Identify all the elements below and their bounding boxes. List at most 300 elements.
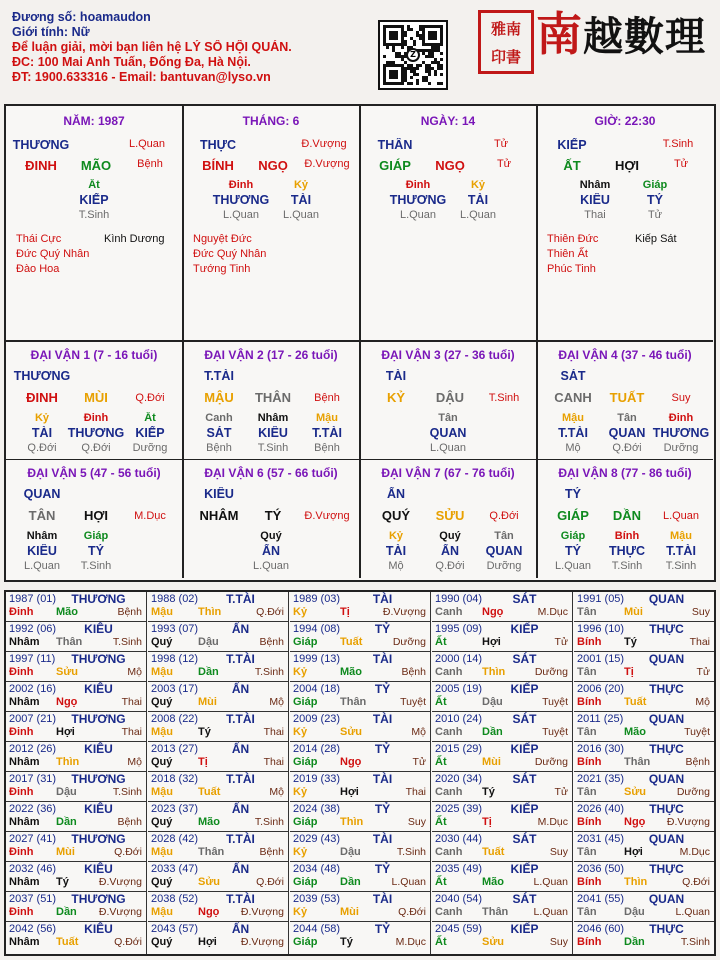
qr-module	[425, 64, 428, 67]
year-star: SÁT	[512, 892, 537, 906]
dai-van-hidden-star: KIÊU	[27, 544, 57, 558]
qr-module	[419, 37, 422, 40]
year-can: Giáp	[293, 756, 318, 768]
dai-van-hidden-star: THỰC	[608, 544, 646, 558]
year-star: THỰC	[649, 682, 684, 696]
year-label: 2024 (38)	[293, 803, 341, 815]
year-star: TỶ	[374, 742, 391, 756]
year-chi: Thìn	[340, 816, 364, 828]
year-can: Kỷ	[293, 606, 308, 618]
year-stage: M.Dục	[679, 846, 710, 858]
qr-module	[428, 55, 431, 58]
year-can: Đinh	[9, 666, 34, 678]
qr-module	[407, 25, 410, 28]
year-can: Quý	[151, 816, 173, 828]
qr-module	[440, 73, 443, 76]
qr-module	[434, 58, 437, 61]
year-chi: Thân	[482, 906, 509, 918]
year-stage: Mộ	[695, 696, 710, 708]
year-label: 2027 (41)	[9, 833, 57, 845]
year-stage: Thai	[263, 756, 284, 768]
qr-module	[410, 70, 413, 73]
qr-module	[431, 55, 434, 58]
year-star: KIÊU	[84, 922, 113, 936]
year-label: 2019 (33)	[293, 773, 341, 785]
year-label: 2029 (43)	[293, 833, 341, 845]
dai-van-hidden-star: THƯƠNG	[652, 426, 710, 440]
hidden-star: TÀI	[290, 193, 312, 207]
year-cell	[290, 592, 431, 622]
year-cell	[148, 802, 289, 832]
pillar-chi: NGỌ	[435, 158, 465, 173]
year-can: Quý	[151, 696, 173, 708]
pillar-column	[6, 106, 184, 342]
year-cell	[574, 832, 714, 862]
qr-module	[416, 82, 419, 85]
year-label: 1999 (13)	[293, 653, 341, 665]
qr-module	[440, 58, 443, 61]
dai-van-hidden-sub: T.Sinh	[611, 560, 643, 572]
year-stage: Đ.Vượng	[240, 936, 284, 948]
year-stage: Suy	[407, 816, 426, 828]
year-star: ẤN	[231, 922, 250, 936]
hidden-star: KIẾP	[79, 193, 109, 207]
year-chi: Tý	[340, 936, 353, 948]
year-star: THƯƠNG	[71, 832, 126, 846]
qr-module	[404, 73, 407, 76]
year-label: 2020 (34)	[435, 773, 483, 785]
qr-module	[410, 37, 413, 40]
year-cell	[6, 592, 147, 622]
year-label: 2038 (52)	[151, 893, 199, 905]
year-star: ẤN	[231, 622, 250, 636]
dai-van-cell	[6, 460, 184, 578]
year-label: 2030 (44)	[435, 833, 483, 845]
year-star: TỶ	[374, 802, 391, 816]
dai-van-chi: MÙI	[84, 390, 108, 405]
year-chi: Thân	[340, 696, 367, 708]
dai-van-can: CANH	[554, 390, 592, 405]
than-sat-item: Thái Cực	[16, 233, 62, 245]
than-sat-item: Đào Hoa	[16, 263, 60, 275]
qr-module	[431, 52, 434, 55]
seal-line-1: 雅南	[490, 20, 521, 38]
year-can: Mậu	[151, 906, 173, 918]
year-cell	[574, 622, 714, 652]
year-cell	[432, 772, 573, 802]
than-sat-item: Thiên Đức	[547, 233, 599, 245]
year-stage: Bệnh	[685, 756, 710, 768]
year-label: 1987 (01)	[9, 593, 57, 605]
pillar-star-right: L.Quan	[128, 138, 166, 150]
qr-module	[395, 52, 398, 55]
year-chi: Dậu	[198, 636, 219, 648]
dai-van-hidden-sub: Mộ	[388, 560, 404, 572]
hidden-sub: L.Quan	[399, 209, 437, 221]
year-chi: Dần	[198, 666, 219, 678]
year-chi: Dần	[56, 816, 77, 828]
qr-module	[398, 52, 401, 55]
year-can: Nhâm	[9, 876, 40, 888]
year-star: T.TÀI	[226, 712, 255, 726]
year-can: Ất	[435, 816, 447, 828]
qr-module	[404, 43, 407, 46]
year-chi: Tý	[56, 876, 69, 888]
dai-van-hidden-can: Kỷ	[34, 412, 50, 424]
year-star: T.TÀI	[226, 832, 255, 846]
dai-van-hidden-star: SÁT	[206, 426, 232, 440]
year-stage: Đ.Vượng	[98, 906, 142, 918]
year-can: Nhâm	[9, 756, 40, 768]
dai-van-star: TÀI	[385, 369, 407, 383]
year-chi: Mùi	[340, 906, 359, 918]
dai-van-hidden-star: ẤN	[440, 544, 460, 558]
year-can: Tân	[577, 606, 597, 618]
year-label: 2043 (57)	[151, 923, 199, 935]
year-label: 2008 (22)	[151, 713, 199, 725]
year-chi: Ngọ	[198, 906, 220, 918]
qr-module	[401, 55, 404, 58]
year-cell	[432, 682, 573, 712]
year-star: SÁT	[512, 652, 537, 666]
year-stage: Tuyệt	[542, 726, 568, 738]
year-star: KIÊU	[84, 802, 113, 816]
logo-first-char: 南	[536, 7, 583, 61]
hidden-star: KIÊU	[580, 193, 610, 207]
year-cell	[432, 742, 573, 772]
year-star: TÀI	[372, 592, 393, 606]
year-stage: T.Sinh	[396, 846, 426, 858]
qr-module	[383, 55, 386, 58]
year-cell	[148, 862, 289, 892]
qr-module	[404, 40, 407, 43]
year-stage: L.Quan	[675, 906, 710, 918]
year-cell	[574, 772, 714, 802]
dai-van-chi: TÝ	[264, 508, 282, 523]
year-stage: T.Sinh	[112, 636, 142, 648]
year-label: 2013 (27)	[151, 743, 199, 755]
year-cell	[6, 742, 147, 772]
year-stage: Q.Đới	[682, 876, 710, 888]
year-chi: Mão	[56, 606, 78, 618]
dai-van-hidden-can: Canh	[205, 412, 233, 424]
year-can: Nhâm	[9, 696, 40, 708]
hidden-sub: L.Quan	[282, 209, 320, 221]
year-star: TÀI	[372, 832, 393, 846]
dai-van-stage: L.Quan	[662, 510, 700, 522]
logo-rest: 越數理	[583, 13, 706, 60]
year-chi: Mùi	[624, 606, 643, 618]
hidden-can: Kỷ	[470, 179, 486, 191]
dai-van-hidden-sub: L.Quan	[554, 560, 592, 572]
year-cell	[6, 802, 147, 832]
year-star: TÀI	[372, 892, 393, 906]
dai-van-hidden-can: Nhâm	[26, 530, 58, 542]
qr-module	[401, 58, 404, 61]
qr-module	[437, 82, 440, 85]
qr-module	[413, 40, 416, 43]
year-stage: Tử	[412, 756, 426, 768]
year-star: KIẾP	[510, 922, 539, 936]
year-chi: Sửu	[56, 666, 79, 678]
year-label: 2041 (55)	[577, 893, 625, 905]
qr-module	[416, 34, 419, 37]
qr-module	[392, 61, 395, 64]
year-chi: Tị	[624, 666, 634, 678]
year-star: THỰC	[649, 742, 684, 756]
pillar-star-left: KIẾP	[557, 138, 587, 152]
year-label: 1997 (11)	[9, 653, 56, 665]
pillar-stage: Bệnh	[137, 158, 163, 170]
year-star: THƯƠNG	[71, 712, 126, 726]
year-can: Quý	[151, 876, 173, 888]
year-star: TỶ	[374, 682, 391, 696]
year-label: 2037 (51)	[9, 893, 57, 905]
year-chi: Thân	[624, 756, 651, 768]
qr-module	[425, 70, 428, 73]
year-chi: Thìn	[624, 876, 648, 888]
year-star: ẤN	[231, 862, 250, 876]
dai-van-cell	[183, 460, 361, 578]
dai-van-title: ĐẠI VẬN 3 (27 - 36 tuổi)	[381, 348, 515, 362]
year-star: T.TÀI	[226, 772, 255, 786]
hung-sat-list	[104, 232, 164, 247]
year-stage: Mộ	[269, 786, 284, 798]
year-stage: Q.Đới	[114, 936, 142, 948]
year-chi: Tý	[624, 636, 637, 648]
year-chi: Ngọ	[56, 696, 78, 708]
year-can: Đinh	[9, 606, 34, 618]
year-can: Bính	[577, 876, 602, 888]
qr-module	[440, 82, 443, 85]
year-label: 2011 (25)	[577, 713, 624, 725]
year-cell	[574, 592, 714, 622]
year-can: Canh	[435, 726, 463, 738]
year-cell	[6, 922, 147, 954]
year-chi: Hợi	[340, 786, 359, 798]
pillar-can: BÍNH	[202, 158, 234, 173]
year-star: THỰC	[649, 922, 684, 936]
year-can: Canh	[435, 606, 463, 618]
qr-module	[431, 49, 434, 52]
hidden-sub: L.Quan	[459, 209, 497, 221]
logo	[536, 6, 716, 65]
than-sat-list	[16, 232, 89, 277]
year-can: Ất	[435, 936, 447, 948]
year-label: 2001 (15)	[577, 653, 625, 665]
hidden-can: Kỷ	[293, 179, 309, 191]
year-chi: Dần	[482, 726, 503, 738]
dai-van-chi: SỬU	[435, 508, 465, 523]
year-can: Ất	[435, 636, 447, 648]
header-name: Đương số: hoamaudon	[12, 10, 151, 24]
pillar-title: NĂM: 1987	[63, 114, 125, 128]
qr-module	[419, 28, 422, 31]
year-chi: Hợi	[56, 726, 75, 738]
dai-van-hidden-can: Đinh	[83, 412, 109, 424]
year-chi: Tị	[198, 756, 208, 768]
year-chi: Thìn	[482, 666, 506, 678]
year-can: Giáp	[293, 636, 318, 648]
year-can: Giáp	[293, 876, 318, 888]
header-phone-email: ĐT: 1900.633316 - Email: bantuvan@lyso.vn	[12, 70, 271, 84]
qr-module	[437, 49, 440, 52]
year-can: Quý	[151, 636, 173, 648]
qr-module	[422, 49, 425, 52]
qr-module	[416, 73, 419, 76]
year-stage: Thai	[689, 636, 710, 648]
year-can: Kỷ	[293, 786, 308, 798]
year-can: Bính	[577, 936, 602, 948]
dai-van-chi: TUẤT	[609, 390, 645, 405]
year-stage: L.Quan	[391, 876, 426, 888]
year-chi: Dậu	[340, 846, 361, 858]
year-chi: Thìn	[198, 606, 222, 618]
qr-module	[428, 64, 431, 67]
year-stage: Mộ	[127, 666, 142, 678]
dai-van-cell	[360, 460, 538, 578]
dai-van-hidden-can: Bính	[614, 530, 640, 542]
year-star: QUAN	[648, 712, 685, 726]
qr-code	[378, 20, 448, 90]
pillar-can: ĐINH	[25, 158, 57, 173]
year-chi: Tuất	[198, 786, 221, 798]
year-star: THƯƠNG	[71, 652, 126, 666]
year-label: 1992 (06)	[9, 623, 57, 635]
dai-van-star: T.TÀI	[204, 369, 234, 383]
year-label: 2009 (23)	[293, 713, 341, 725]
qr-module	[410, 82, 413, 85]
year-star: KIẾP	[510, 742, 539, 756]
header-gender: Giới tính: Nữ	[12, 25, 90, 39]
year-can: Giáp	[293, 936, 318, 948]
qr-module	[419, 64, 422, 67]
year-chi: Mão	[624, 726, 646, 738]
qr-module	[422, 79, 425, 82]
pillar-chi: HỢI	[614, 158, 640, 173]
year-chi: Hợi	[624, 846, 643, 858]
year-chi: Ngọ	[624, 816, 646, 828]
pillar-star-left: THỰC	[199, 138, 237, 152]
qr-module	[416, 31, 419, 34]
pillar-star-right: Tử	[493, 138, 509, 150]
year-star: T.TÀI	[226, 652, 255, 666]
year-can: Giáp	[293, 696, 318, 708]
year-stage: T.Sinh	[254, 816, 284, 828]
qr-module	[416, 67, 419, 70]
dai-van-hidden-can: Tân	[494, 530, 514, 542]
year-star: SÁT	[512, 832, 537, 846]
year-can: Kỷ	[293, 846, 308, 858]
year-chi: Thìn	[56, 756, 80, 768]
year-chi: Thân	[56, 636, 83, 648]
dai-van-star: SÁT	[560, 369, 586, 383]
hidden-sub: L.Quan	[222, 209, 260, 221]
hidden-star: TỶ	[647, 193, 663, 207]
year-label: 1994 (08)	[293, 623, 341, 635]
dai-van-hidden-star: TỶ	[88, 544, 104, 558]
year-stage: Dưỡng	[534, 666, 568, 678]
dai-van-hidden-sub: T.Sinh	[257, 442, 289, 454]
year-can: Quý	[151, 936, 173, 948]
year-label: 2012 (26)	[9, 743, 57, 755]
year-can: Đinh	[9, 846, 34, 858]
year-label: 2036 (50)	[577, 863, 625, 875]
dai-van-hidden-star: ẤN	[261, 544, 281, 558]
year-star: QUAN	[648, 772, 685, 786]
year-stage: Q.Đới	[114, 846, 142, 858]
year-star: KIÊU	[84, 622, 113, 636]
dai-van-stage: Q.Đới	[135, 392, 165, 404]
year-chi: Tuất	[56, 936, 79, 948]
dai-van-hidden-star: T.TÀI	[558, 426, 588, 440]
year-star: SÁT	[512, 592, 537, 606]
year-cell	[574, 892, 714, 922]
year-label: 2026 (40)	[577, 803, 625, 815]
year-chi: Dậu	[482, 696, 503, 708]
year-label: 2045 (59)	[435, 923, 483, 935]
year-can: Ất	[435, 876, 447, 888]
dai-van-title: ĐẠI VẬN 8 (77 - 86 tuổi)	[558, 466, 692, 480]
dai-van-hidden-can: Tân	[617, 412, 637, 424]
pillar-title: GIỜ: 22:30	[594, 114, 656, 128]
year-can: Bính	[577, 816, 602, 828]
year-can: Đinh	[9, 906, 34, 918]
year-star: ẤN	[231, 802, 250, 816]
year-can: Ất	[435, 756, 447, 768]
qr-module	[437, 67, 440, 70]
year-label: 2042 (56)	[9, 923, 57, 935]
year-chi: Dậu	[56, 786, 77, 798]
hidden-star: THƯƠNG	[212, 193, 270, 207]
dai-van-hidden-star: KIÊU	[258, 426, 288, 440]
qr-module	[416, 79, 419, 82]
qr-module	[407, 64, 410, 67]
dai-van-chi: HỢI	[83, 508, 109, 523]
qr-module	[428, 52, 431, 55]
year-star: QUAN	[648, 832, 685, 846]
year-cell	[290, 772, 431, 802]
year-can: Nhâm	[9, 636, 40, 648]
pillar-column	[360, 106, 538, 342]
year-cell	[148, 832, 289, 862]
hung-sat-list	[635, 232, 677, 247]
year-star: KIÊU	[84, 742, 113, 756]
year-label: 2007 (21)	[9, 713, 57, 725]
year-stage: T.Sinh	[680, 936, 710, 948]
qr-module	[416, 64, 419, 67]
year-stage: Suy	[549, 846, 568, 858]
qr-module	[425, 55, 428, 58]
year-cell	[148, 592, 289, 622]
year-chi: Mùi	[482, 756, 501, 768]
year-star: TỶ	[374, 622, 391, 636]
qr-module	[410, 64, 413, 67]
year-chi: Tuất	[340, 636, 363, 648]
year-cell	[148, 922, 289, 954]
qr-module	[413, 67, 416, 70]
year-stage: Thai	[121, 696, 142, 708]
year-cell	[432, 892, 573, 922]
year-can: Canh	[435, 846, 463, 858]
dai-van-cell	[183, 342, 361, 460]
year-label: 1998 (12)	[151, 653, 199, 665]
year-cell	[6, 832, 147, 862]
year-star: KIẾP	[510, 862, 539, 876]
year-stage: Suy	[691, 606, 710, 618]
year-chi: Mùi	[56, 846, 75, 858]
qr-module	[404, 34, 407, 37]
